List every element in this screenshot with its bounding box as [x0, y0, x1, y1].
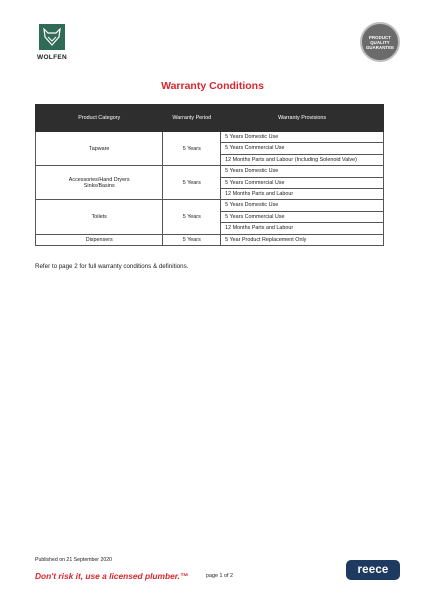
- table-row: [36, 132, 384, 166]
- provisions-cell: [221, 234, 384, 245]
- provision-line: 5 Year Product Replacement Only: [225, 236, 307, 243]
- provision-line: 12 Months Parts and Labour (Including Solenoid Valve): [221, 154, 383, 165]
- period-cell: 5 Years: [163, 200, 221, 234]
- period-cell: 5 Years: [163, 132, 221, 166]
- warranty-table: [35, 104, 384, 246]
- category-cell: [36, 132, 163, 166]
- slogan: Don't risk it, use a licensed plumber.™: [35, 571, 189, 581]
- period-cell: 5 Years: [163, 166, 221, 200]
- provision-line: 12 Months Parts and Labour: [221, 222, 383, 233]
- table-row: [36, 166, 384, 200]
- wolfen-logo: [33, 24, 73, 61]
- provision-line: 5 Years Commercial Use: [221, 177, 383, 188]
- seal-line: QUALITY: [370, 39, 390, 45]
- category-cell: [36, 200, 163, 234]
- provisions-cell: [221, 166, 384, 200]
- page-number: page 1 of 2: [206, 573, 233, 579]
- table-row: [36, 234, 384, 245]
- column-header: Warranty Provisions: [221, 105, 384, 132]
- seal-line: PRODUCT: [369, 34, 391, 40]
- reference-note: Refer to page 2 for full warranty conditions & definitions.: [35, 263, 189, 270]
- period-cell: 5 Years: [163, 234, 221, 245]
- provision-line: 5 Years Domestic Use: [225, 202, 279, 209]
- reece-logo: reece: [346, 560, 400, 580]
- table-row: [36, 200, 384, 234]
- provision-line: 5 Years Commercial Use: [221, 211, 383, 222]
- provisions-cell: [221, 132, 384, 166]
- provision-line: 5 Years Domestic Use: [225, 134, 279, 140]
- column-header: Product Category: [36, 105, 163, 132]
- provisions-cell: [221, 200, 384, 234]
- column-header: Warranty Period: [163, 105, 221, 132]
- category-text: Accessories/Hand Dryers: [68, 176, 130, 183]
- category-text: Toilets: [91, 213, 107, 220]
- category-cell: [36, 166, 163, 200]
- table-header-row: [36, 105, 384, 132]
- quality-guarantee-seal: [360, 22, 400, 62]
- brand-name: WOLFEN: [37, 54, 67, 61]
- category-cell: [36, 234, 163, 245]
- provision-line: 12 Months Parts and Labour: [221, 188, 383, 199]
- category-text: Dispensers: [85, 236, 113, 243]
- category-text: Sinks/Basins: [83, 182, 115, 189]
- wolf-head-icon: [39, 24, 65, 50]
- provision-line: 5 Years Domestic Use: [225, 168, 279, 175]
- category-text: Tapware: [89, 145, 110, 152]
- page-title: Warranty Conditions: [161, 80, 264, 92]
- published-date: Published on 21 September 2020: [35, 557, 113, 563]
- provision-line: 5 Years Commercial Use: [221, 142, 383, 153]
- seal-line: GUARANTEE: [365, 44, 395, 50]
